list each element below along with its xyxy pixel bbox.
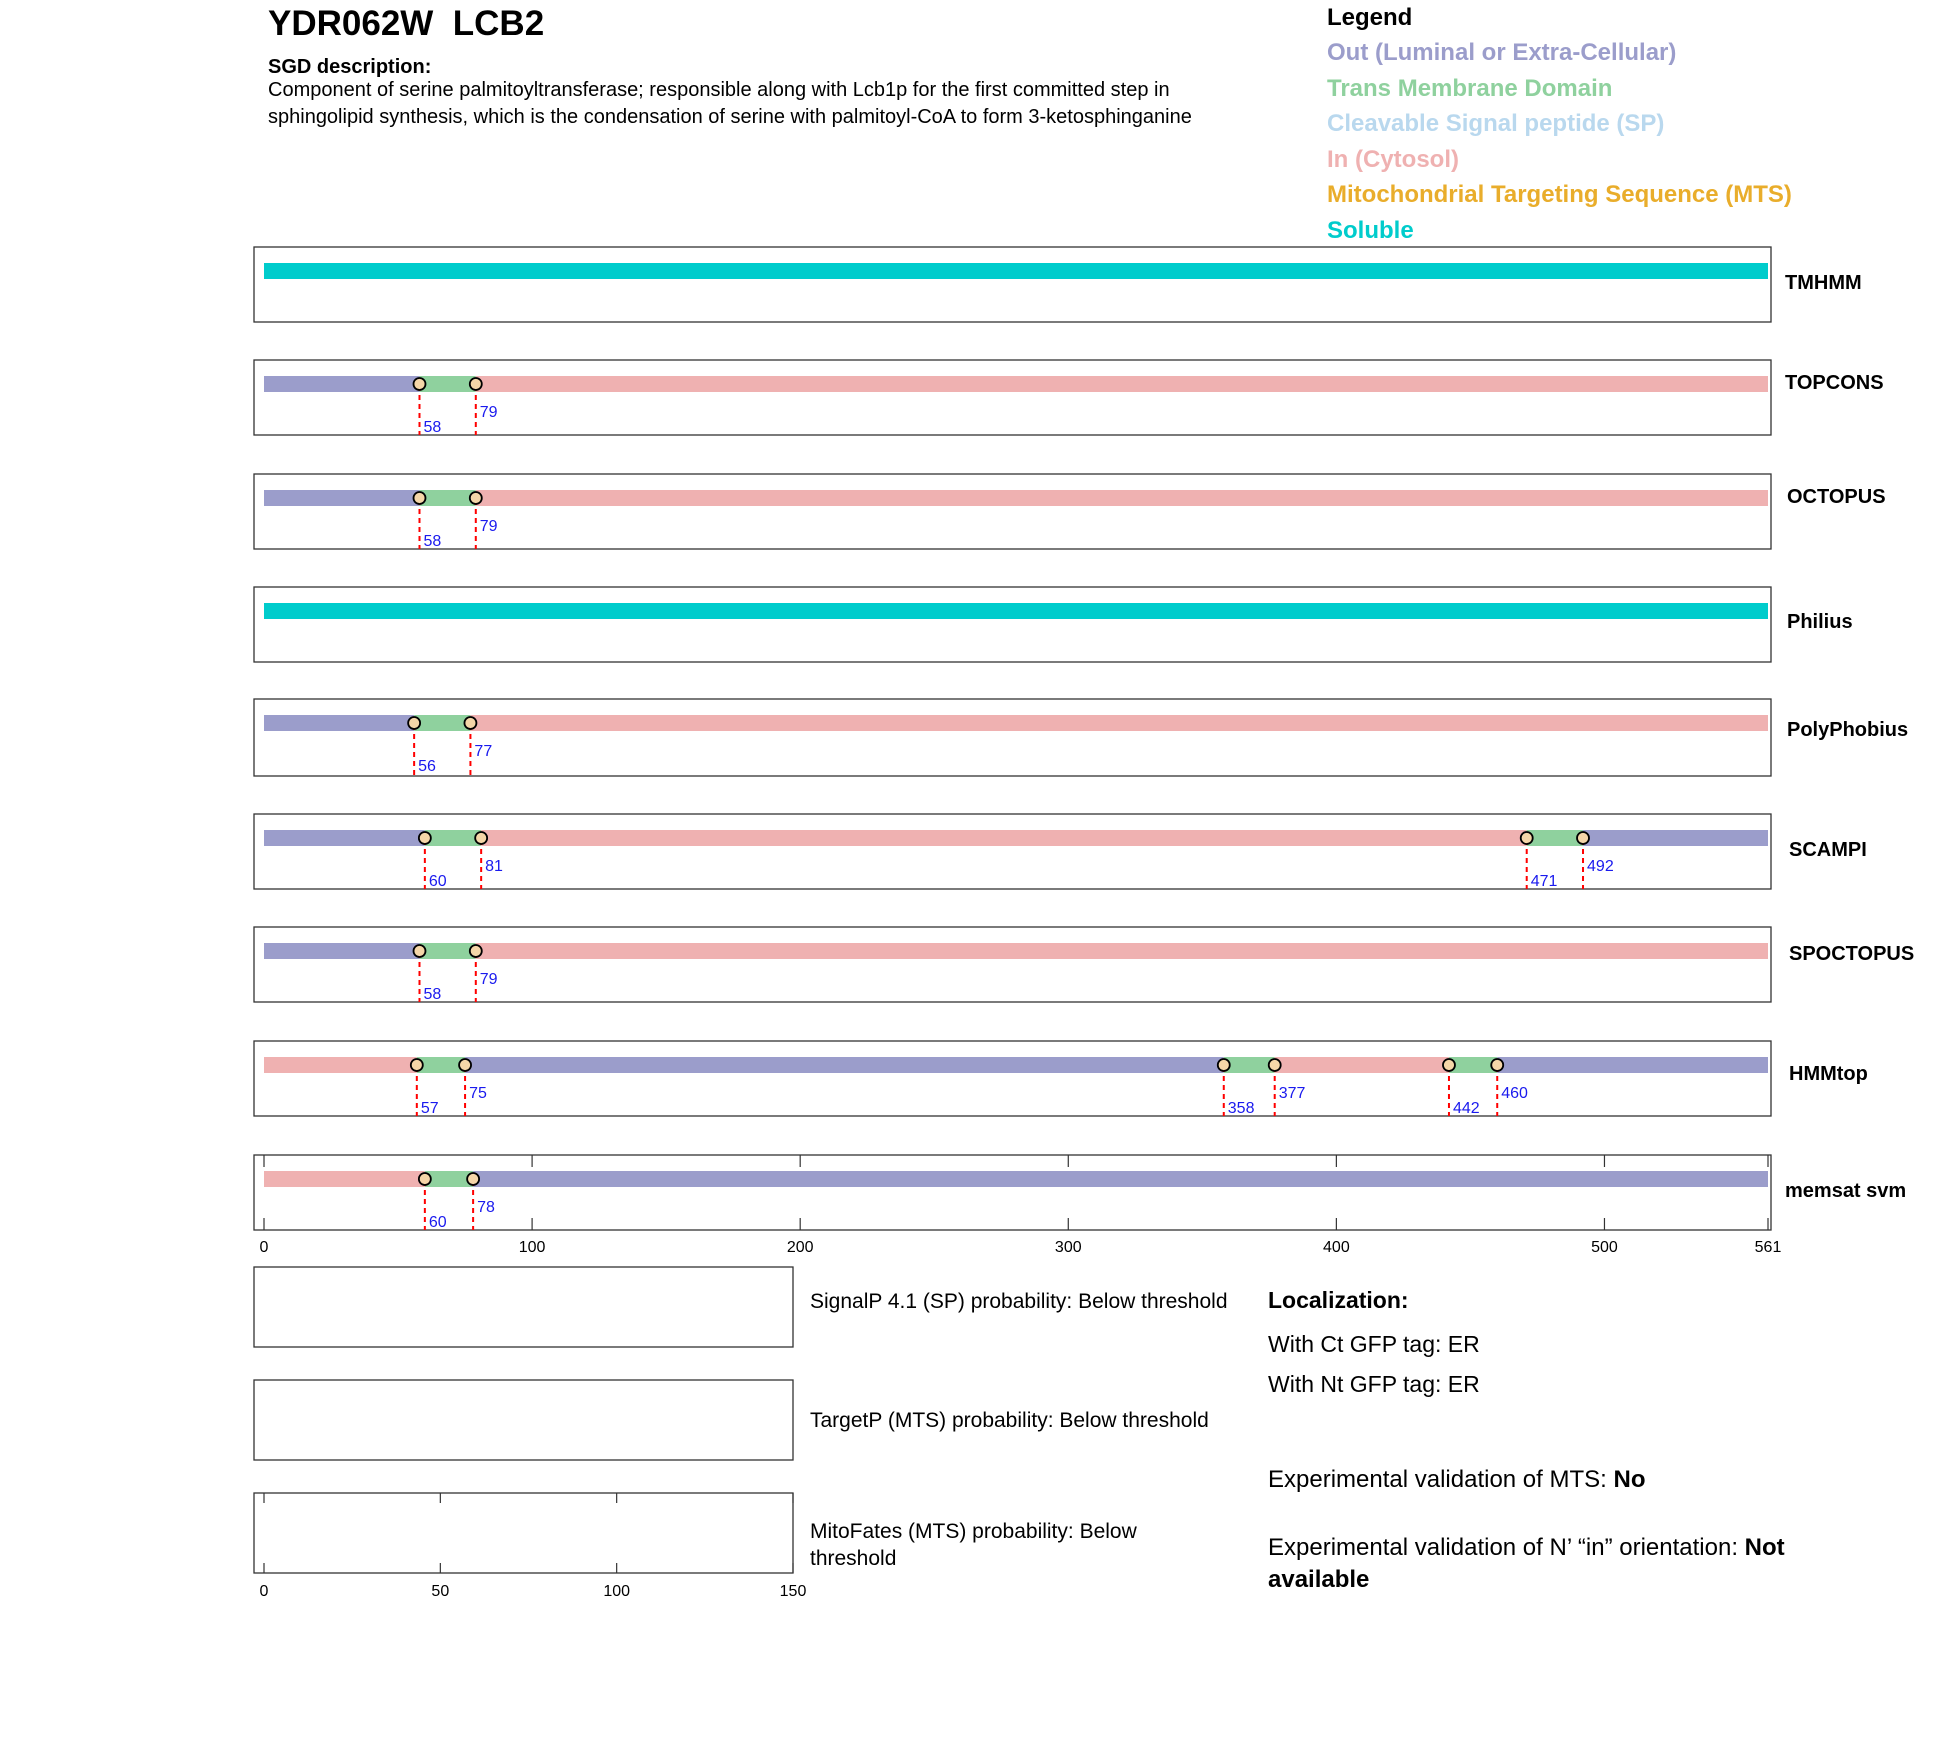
boundary-marker-octopus-0 xyxy=(413,492,425,504)
orientation-validation xyxy=(1268,1532,1828,1596)
boundary-label-memsat-svm-0: 60 xyxy=(428,1214,447,1231)
legend-item-tm: Trans Membrane Domain xyxy=(1327,74,1613,102)
segment-hmmtop-0 xyxy=(264,1057,417,1073)
localization-title: Localization: xyxy=(1268,1287,1409,1313)
mitofates-label-line-1: MitoFates (MTS) probability: Below xyxy=(810,1520,1137,1543)
segment-hmmtop-2 xyxy=(465,1057,1224,1073)
prob-tick-label-1: 50 xyxy=(431,1583,450,1600)
boundary-label-scampi-1: 81 xyxy=(485,858,503,875)
boundary-label-hmmtop-4: 442 xyxy=(1452,1100,1480,1117)
boundary-marker-topcons-0 xyxy=(413,378,425,390)
segment-spoctopus-2 xyxy=(476,943,1768,959)
prob-tick-label-3: 150 xyxy=(779,1583,807,1600)
probability-box-2 xyxy=(254,1493,793,1573)
x-tick-label-4: 400 xyxy=(1323,1239,1350,1256)
segment-octopus-0 xyxy=(264,490,419,506)
x-tick-label-1: 100 xyxy=(518,1239,546,1256)
mitofates-label-line-2: threshold xyxy=(810,1547,897,1570)
boundary-marker-polyphobius-1 xyxy=(464,717,476,729)
boundary-label-octopus-0: 58 xyxy=(423,533,442,550)
segment-scampi-1 xyxy=(425,830,481,846)
segment-octopus-1 xyxy=(419,490,475,506)
track-label-octopus: OCTOPUS xyxy=(1787,486,1886,508)
legend-item-mts: Mitochondrial Targeting Sequence (MTS) xyxy=(1327,181,1792,208)
boundary-marker-polyphobius-0 xyxy=(408,717,420,729)
boundary-label-hmmtop-0: 57 xyxy=(420,1100,439,1117)
track-box-hmmtop xyxy=(254,1041,1771,1116)
x-tick-label-3: 300 xyxy=(1054,1239,1082,1256)
signalp-label: SignalP 4.1 (SP) probability: Below threshold xyxy=(810,1290,1228,1313)
probability-box-0 xyxy=(254,1267,793,1347)
probability-box-1 xyxy=(254,1380,793,1460)
segment-polyphobius-2 xyxy=(470,715,1768,731)
track-box-spoctopus xyxy=(254,927,1771,1002)
x-tick-label-2: 200 xyxy=(786,1239,814,1256)
mts-validation xyxy=(1268,1466,1645,1494)
mitofates-label xyxy=(810,1518,1137,1572)
segment-polyphobius-1 xyxy=(414,715,470,731)
localization-nt: With Nt GFP tag: ER xyxy=(1268,1371,1480,1397)
boundary-marker-octopus-1 xyxy=(470,492,482,504)
segment-spoctopus-0 xyxy=(264,943,419,959)
boundary-label-hmmtop-1: 75 xyxy=(469,1085,487,1102)
track-label-philius: Philius xyxy=(1787,611,1853,633)
segment-hmmtop-5 xyxy=(1449,1057,1497,1073)
legend-item-sp: Cleavable Signal peptide (SP) xyxy=(1327,110,1665,137)
segment-hmmtop-4 xyxy=(1275,1057,1449,1073)
boundary-label-scampi-3: 492 xyxy=(1587,858,1614,875)
segment-scampi-4 xyxy=(1583,830,1768,846)
prob-tick-label-0: 0 xyxy=(259,1583,269,1600)
track-label-topcons: TOPCONS xyxy=(1785,372,1884,394)
segment-topcons-1 xyxy=(419,376,475,392)
boundary-label-polyphobius-0: 56 xyxy=(418,758,436,775)
segment-hmmtop-3 xyxy=(1224,1057,1275,1073)
localization-ct: With Ct GFP tag: ER xyxy=(1268,1331,1480,1357)
boundary-marker-spoctopus-0 xyxy=(413,945,425,957)
segment-philius-0 xyxy=(264,603,1768,619)
boundary-label-hmmtop-3: 377 xyxy=(1278,1085,1306,1102)
boundary-marker-scampi-2 xyxy=(1521,832,1533,844)
track-label-hmmtop: HMMtop xyxy=(1789,1063,1868,1085)
x-tick-label-6: 561 xyxy=(1754,1239,1782,1256)
boundary-marker-memsat-svm-0 xyxy=(419,1173,431,1185)
segment-octopus-2 xyxy=(476,490,1768,506)
track-box-memsat-svm xyxy=(254,1155,1771,1230)
x-tick-label-5: 500 xyxy=(1591,1239,1618,1256)
track-label-spoctopus: SPOCTOPUS xyxy=(1789,943,1915,965)
segment-memsat-svm-0 xyxy=(264,1171,425,1187)
segment-tmhmm-0 xyxy=(264,263,1768,279)
boundary-marker-topcons-1 xyxy=(470,378,482,390)
legend-title: Legend xyxy=(1327,4,1413,31)
track-box-topcons xyxy=(254,360,1771,435)
legend-item-in: In (Cytosol) xyxy=(1327,145,1459,173)
legend-item-out: Out (Luminal or Extra-Cellular) xyxy=(1327,39,1677,66)
boundary-marker-spoctopus-1 xyxy=(470,945,482,957)
x-tick-label-0: 0 xyxy=(259,1239,269,1256)
orientation-validation-value-2: available xyxy=(1268,1566,1370,1593)
prob-tick-label-2: 100 xyxy=(603,1583,631,1600)
segment-memsat-svm-2 xyxy=(473,1171,1768,1187)
track-label-tmhmm: TMHMM xyxy=(1785,272,1862,294)
segment-scampi-3 xyxy=(1527,830,1583,846)
segment-scampi-0 xyxy=(264,830,425,846)
track-label-scampi: SCAMPI xyxy=(1789,839,1867,861)
description-text: Component of serine palmitoyltransferase; responsible along with Lcb1p for the first committed step in sphingolipid synthesis, which is the condensation of serine with palmitoyl-CoA to form 3-ketosphinganine xyxy=(268,79,1192,128)
segment-memsat-svm-1 xyxy=(425,1171,473,1187)
boundary-marker-hmmtop-1 xyxy=(459,1059,471,1071)
boundary-label-topcons-0: 58 xyxy=(423,419,442,436)
boundary-marker-hmmtop-4 xyxy=(1443,1059,1455,1071)
track-box-philius xyxy=(254,587,1771,662)
boundary-label-topcons-1: 79 xyxy=(479,404,498,421)
boundary-marker-scampi-1 xyxy=(475,832,487,844)
segment-scampi-2 xyxy=(481,830,1527,846)
boundary-label-hmmtop-2: 358 xyxy=(1227,1100,1255,1117)
orientation-validation-value-1: Not xyxy=(1744,1534,1785,1561)
segment-polyphobius-0 xyxy=(264,715,414,731)
mts-validation-label: Experimental validation of MTS: xyxy=(1268,1466,1614,1493)
segment-hmmtop-1 xyxy=(417,1057,465,1073)
segment-spoctopus-1 xyxy=(419,943,475,959)
segment-topcons-0 xyxy=(264,376,419,392)
track-label-polyphobius: PolyPhobius xyxy=(1787,719,1909,741)
boundary-marker-hmmtop-2 xyxy=(1218,1059,1230,1071)
track-box-polyphobius xyxy=(254,699,1771,776)
page-title: YDR062W LCB2 xyxy=(268,4,545,43)
track-box-octopus xyxy=(254,474,1771,549)
boundary-marker-memsat-svm-1 xyxy=(467,1173,479,1185)
boundary-label-polyphobius-1: 77 xyxy=(474,743,493,760)
boundary-label-scampi-0: 60 xyxy=(428,873,447,890)
orientation-validation-label: Experimental validation of N’ “in” orientation: xyxy=(1268,1534,1745,1561)
segment-topcons-2 xyxy=(476,376,1768,392)
description-heading: SGD description: xyxy=(268,56,432,78)
legend-item-soluble: Soluble xyxy=(1327,216,1414,244)
boundary-label-memsat-svm-1: 78 xyxy=(477,1199,495,1216)
boundary-marker-hmmtop-0 xyxy=(411,1059,423,1071)
boundary-marker-scampi-0 xyxy=(419,832,431,844)
boundary-label-octopus-1: 79 xyxy=(479,518,498,535)
mts-validation-value: No xyxy=(1613,1466,1646,1493)
boundary-label-spoctopus-0: 58 xyxy=(423,986,442,1003)
targetp-label: TargetP (MTS) probability: Below threshold xyxy=(810,1409,1209,1432)
boundary-marker-scampi-3 xyxy=(1577,832,1589,844)
boundary-label-hmmtop-5: 460 xyxy=(1501,1085,1528,1102)
track-label-memsat-svm: memsat svm xyxy=(1785,1180,1907,1202)
segment-hmmtop-6 xyxy=(1497,1057,1768,1073)
boundary-label-scampi-2: 471 xyxy=(1530,873,1558,890)
boundary-marker-hmmtop-5 xyxy=(1491,1059,1503,1071)
boundary-marker-hmmtop-3 xyxy=(1269,1059,1281,1071)
track-box-tmhmm xyxy=(254,247,1771,322)
boundary-label-spoctopus-1: 79 xyxy=(479,971,498,988)
